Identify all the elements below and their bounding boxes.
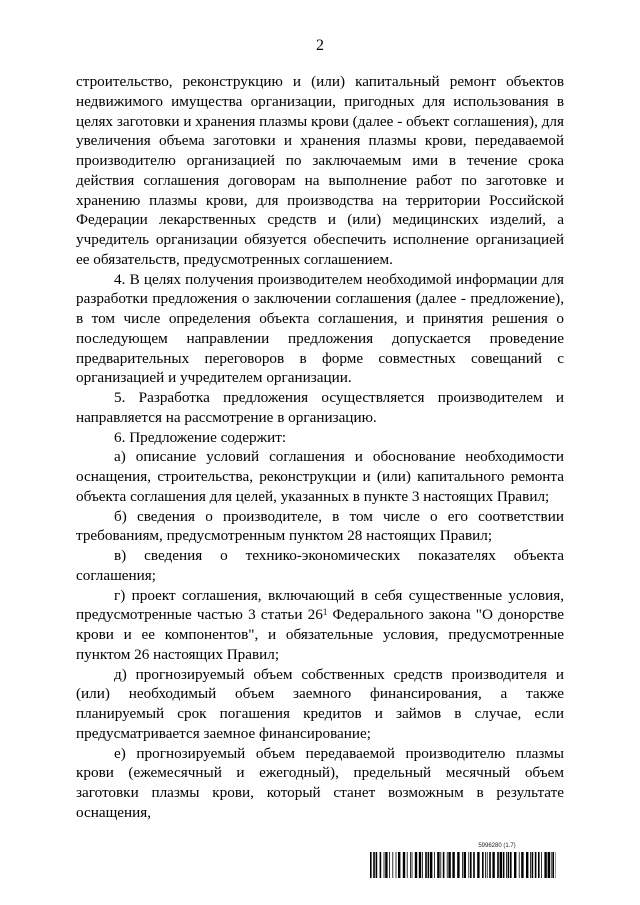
subitem-g-text-start: г) проект соглашения, включающий в себя существенные условия, предусмотренные частью 3 статьи 26 xyxy=(76,586,564,624)
barcode-bar xyxy=(462,852,463,878)
barcode-bar xyxy=(526,852,528,878)
barcode-bar xyxy=(532,852,534,878)
barcode-bar xyxy=(425,852,427,878)
barcode-bar xyxy=(422,852,423,878)
barcode-bar xyxy=(430,852,432,878)
barcode-bar xyxy=(470,852,472,878)
barcode-bar xyxy=(403,852,405,878)
barcode-bar xyxy=(485,852,486,878)
barcode-bar xyxy=(410,852,411,878)
barcode-bar xyxy=(468,852,469,878)
barcode-bar xyxy=(447,852,448,878)
barcode-bar xyxy=(521,852,523,878)
barcode-caption: 5996280 (1.7) xyxy=(478,843,516,849)
subitem-a: а) описание условий соглашения и обоснование необходимости оснащения, строительства, реконструкции и (или) капитального ремонта объекта соглашения для целей, указанных в пункте 3 настоящих Правил; xyxy=(76,448,564,505)
barcode-bar xyxy=(396,852,397,878)
paragraph-item-5: 5. Разработка предложения осуществляется производителем и направляется на рассмотрение в организацию. xyxy=(76,389,564,426)
barcode-bar xyxy=(434,852,435,878)
barcode-bar xyxy=(384,852,385,878)
barcode-bar xyxy=(407,852,408,878)
barcode-bar xyxy=(412,852,413,878)
barcode-bar xyxy=(419,852,421,878)
barcode-bar xyxy=(530,852,531,878)
paragraph-item-6: 6. Предложение содержит: xyxy=(114,428,287,446)
barcode-bar xyxy=(535,852,537,878)
barcode-bar xyxy=(506,852,507,878)
barcode-bar xyxy=(477,852,479,878)
barcode-bar xyxy=(389,852,390,878)
barcode-bar xyxy=(373,852,375,878)
barcode-bar xyxy=(552,852,554,878)
barcode-bar xyxy=(398,852,400,878)
barcode-bar xyxy=(428,852,430,878)
barcode-icon xyxy=(370,852,556,878)
paragraph-item-4: 4. В целях получения производителем необходимой информации для разработки предложения о заключении соглашения (далее - предложение), в том числе определения объекта соглашения, и принятия решения о последующем направлении предложения допускается проведение предварительных переговоров в форме совместных совещаний с организацией и учредителем организации. xyxy=(76,270,564,387)
barcode-bar xyxy=(492,852,494,878)
barcode-bar xyxy=(370,852,372,878)
subitem-v: в) сведения о технико-экономических показателях объекта соглашения; xyxy=(76,547,564,584)
subitem-e: е) прогнозируемый объем передаваемой производителю плазмы крови (ежемесячный и ежегодный), предельный месячный объем заготовки плазмы крови, который станет возможным в результате оснащения, xyxy=(76,744,564,821)
barcode-bar xyxy=(551,852,552,878)
barcode-bar xyxy=(541,852,542,878)
barcode-bar xyxy=(497,852,499,878)
page-number: 2 xyxy=(316,37,324,54)
subitem-d: д) прогнозируемый объем собственных средств производителя и (или) необходимый объем заемного финансирования, а также планируемый срок погашения кредитов и займов в случае, если предусматривается заемное финансирование; xyxy=(76,665,564,742)
barcode-bar xyxy=(452,852,454,878)
barcode-bar xyxy=(457,852,459,878)
barcode-bar xyxy=(392,852,393,878)
barcode-bar xyxy=(548,852,550,878)
barcode-bar xyxy=(519,852,520,878)
barcode-bar xyxy=(514,852,516,878)
barcode-bar xyxy=(503,852,505,878)
barcode-bar xyxy=(508,852,510,878)
barcode-bar xyxy=(500,852,502,878)
barcode-bar xyxy=(473,852,475,878)
barcode-bar xyxy=(482,852,484,878)
barcode-bar xyxy=(538,852,540,878)
document-body xyxy=(76,72,564,823)
barcode-bar xyxy=(415,852,417,878)
barcode-bar xyxy=(385,852,387,878)
barcode-bar xyxy=(440,852,441,878)
paragraph-continuation: строительство, реконструкцию и (или) капитальный ремонт объектов недвижимого имущества организации, пригодных для использования в целях заготовки и хранения плазмы крови (далее - объект соглашения), для увеличения объема заготовки и хранения плазмы крови, передаваемой производителю организацией по заключаемым ими в течение срока действия соглашения договорам на выполнение работ по заготовке и хранению плазмы крови, для производства на территории Российской Федерации лекарственных средств и (или) медицинских изделий, а учредитель организации обязуется обеспечить исполнение организацией ее обязательств, предусмотренных соглашением. xyxy=(76,73,564,268)
subitem-g-text-end: Федерального закона "О донорстве крови и ее компонентов", и обязательные условия, предусмотренные пунктом 26 настоящих Правил; xyxy=(76,606,564,663)
barcode-bar xyxy=(510,852,512,878)
barcode-bar xyxy=(443,852,445,878)
barcode-bar xyxy=(376,852,378,878)
subitem-g xyxy=(76,586,564,665)
barcode-bar xyxy=(380,852,382,878)
superscript-article-index: 1 xyxy=(322,607,328,618)
subitem-b: б) сведения о производителе, в том числе о его соответствии требованиям, предусмотренным пунктом 28 настоящих Правил; xyxy=(76,507,564,545)
barcode-bar xyxy=(489,852,491,878)
barcode-bar xyxy=(487,852,488,878)
barcode-bar xyxy=(448,852,450,878)
barcode-bar xyxy=(464,852,466,878)
barcode-bar xyxy=(544,852,546,878)
barcode-bar xyxy=(437,852,439,878)
